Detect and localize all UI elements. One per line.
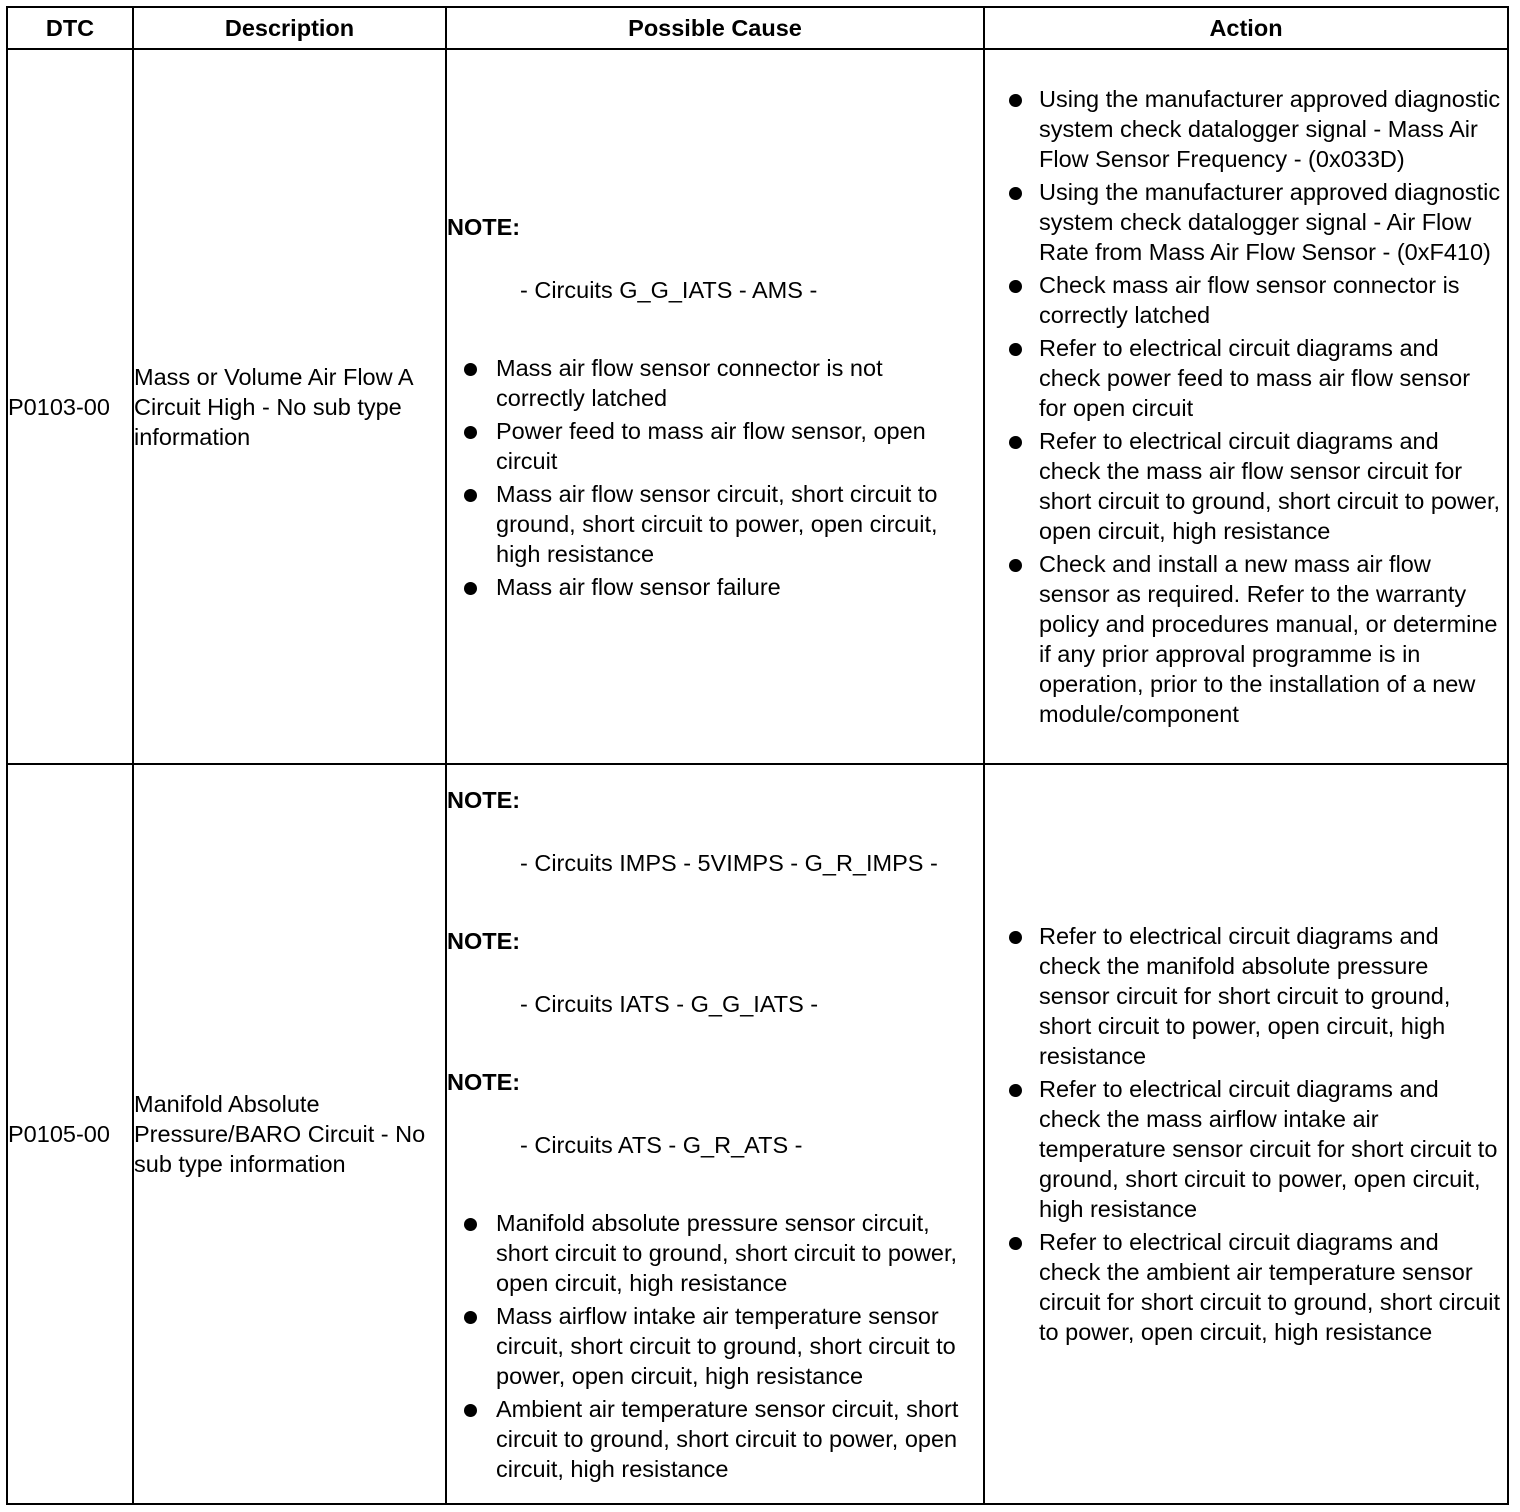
action-text: Using the manufacturer approved diagnostic system check datalogger signal - Mass Air Flow Sensor Frequency - (0x033D): [1039, 86, 1501, 172]
action-list: [985, 84, 1507, 729]
cause-list: [447, 353, 983, 602]
bullet-icon: [464, 426, 477, 439]
cause-text: Power feed to mass air flow sensor, open circuit: [496, 417, 926, 474]
action-text: Check and install a new mass air flow sensor as required. Refer to the warranty policy and procedures manual, or determine if any prior approval programme is in operation, prior to the installation of a new module/component: [1039, 551, 1498, 727]
cause-text: Mass air flow sensor circuit, short circuit to ground, short circuit to power, open circuit, high resistance: [496, 480, 938, 567]
action-text: Refer to electrical circuit diagrams and check the ambient air temperature sensor circuit for short circuit to ground, short circuit to power, open circuit, high resistance: [1039, 1229, 1501, 1345]
action-text: Refer to electrical circuit diagrams and check the manifold absolute pressure sensor circuit for short circuit to ground, short circuit to power, open circuit, high resistance: [1039, 923, 1451, 1069]
bullet-icon: [1009, 1084, 1022, 1097]
action-list: [985, 921, 1507, 1347]
bullet-icon: [1009, 1237, 1022, 1250]
bullet-icon: [464, 1311, 477, 1324]
action-text: Refer to electrical circuit diagrams and check power feed to mass air flow sensor for open circuit: [1039, 335, 1471, 421]
list-item: [447, 1301, 983, 1391]
action-text: Using the manufacturer approved diagnostic system check datalogger signal - Air Flow Rate from Mass Air Flow Sensor - (0xF410): [1039, 179, 1501, 265]
note-label: NOTE:: [447, 927, 521, 954]
list-item: [447, 1394, 983, 1484]
dtc-code: P0105-00: [7, 764, 133, 1504]
action-text: Check mass air flow sensor connector is correctly latched: [1039, 272, 1460, 328]
list-item: [447, 572, 983, 602]
bullet-icon: [1009, 931, 1022, 944]
list-item: [447, 353, 983, 413]
bullet-icon: [464, 1218, 477, 1231]
note-text: - Circuits IATS - G_G_IATS -: [520, 990, 819, 1017]
note-block: [447, 1067, 983, 1160]
table-row: [7, 49, 1508, 764]
header-dtc: DTC: [7, 7, 133, 49]
note-text: - Circuits IMPS - 5VIMPS - G_R_IMPS -: [520, 849, 938, 876]
bullet-icon: [1009, 343, 1022, 356]
list-item: [985, 921, 1507, 1071]
note-label: NOTE:: [447, 786, 521, 813]
list-item: [985, 333, 1507, 423]
dtc-table: [6, 6, 1509, 1505]
note-block: [447, 785, 983, 878]
cause-list: [447, 1208, 983, 1484]
note-text: - Circuits ATS - G_R_ATS -: [520, 1131, 803, 1158]
bullet-icon: [1009, 559, 1022, 572]
note-block: [447, 212, 983, 305]
possible-cause-cell: [446, 49, 984, 764]
header-possible-cause: Possible Cause: [446, 7, 984, 49]
cause-text: Mass airflow intake air temperature sensor circuit, short circuit to ground, short circuit to power, open circuit, high resistance: [496, 1302, 956, 1389]
list-item: [447, 1208, 983, 1298]
bullet-icon: [1009, 94, 1022, 107]
action-text: Refer to electrical circuit diagrams and check the mass airflow intake air temperature sensor circuit for short circuit to ground, short circuit to power, open circuit, high resistance: [1039, 1076, 1498, 1222]
dtc-description: Mass or Volume Air Flow A Circuit High - No sub type information: [133, 49, 446, 764]
list-item: [985, 84, 1507, 174]
note-label: NOTE:: [447, 1068, 521, 1095]
list-item: [985, 1074, 1507, 1224]
bullet-icon: [464, 489, 477, 502]
bullet-icon: [464, 363, 477, 376]
note-block: [447, 926, 983, 1019]
note-label: NOTE:: [447, 213, 521, 240]
note-text: - Circuits G_G_IATS - AMS -: [520, 276, 818, 303]
table-row: [7, 764, 1508, 1504]
bullet-icon: [464, 1404, 477, 1417]
header-description: Description: [133, 7, 446, 49]
action-text: Refer to electrical circuit diagrams and check the mass air flow sensor circuit for short circuit to ground, short circuit to power, open circuit, high resistance: [1039, 428, 1501, 544]
cause-text: Manifold absolute pressure sensor circuit, short circuit to ground, short circuit to power, open circuit, high resistance: [496, 1209, 958, 1296]
cause-text: Mass air flow sensor failure: [496, 573, 781, 600]
bullet-icon: [1009, 187, 1022, 200]
dtc-code: P0103-00: [7, 49, 133, 764]
list-item: [985, 177, 1507, 267]
list-item: [985, 549, 1507, 729]
possible-cause-cell: [446, 764, 984, 1504]
list-item: [985, 270, 1507, 330]
header-action: Action: [984, 7, 1508, 49]
list-item: [447, 479, 983, 569]
action-cell: [984, 49, 1508, 764]
bullet-icon: [464, 582, 477, 595]
cause-text: Ambient air temperature sensor circuit, short circuit to ground, short circuit to power, open circuit, high resistance: [496, 1395, 959, 1482]
list-item: [985, 1227, 1507, 1347]
action-cell: [984, 764, 1508, 1504]
table-header-row: [7, 7, 1508, 49]
cause-text: Mass air flow sensor connector is not correctly latched: [496, 354, 883, 411]
list-item: [447, 416, 983, 476]
bullet-icon: [1009, 280, 1022, 293]
bullet-icon: [1009, 436, 1022, 449]
list-item: [985, 426, 1507, 546]
dtc-description: Manifold Absolute Pressure/BARO Circuit - No sub type information: [133, 764, 446, 1504]
